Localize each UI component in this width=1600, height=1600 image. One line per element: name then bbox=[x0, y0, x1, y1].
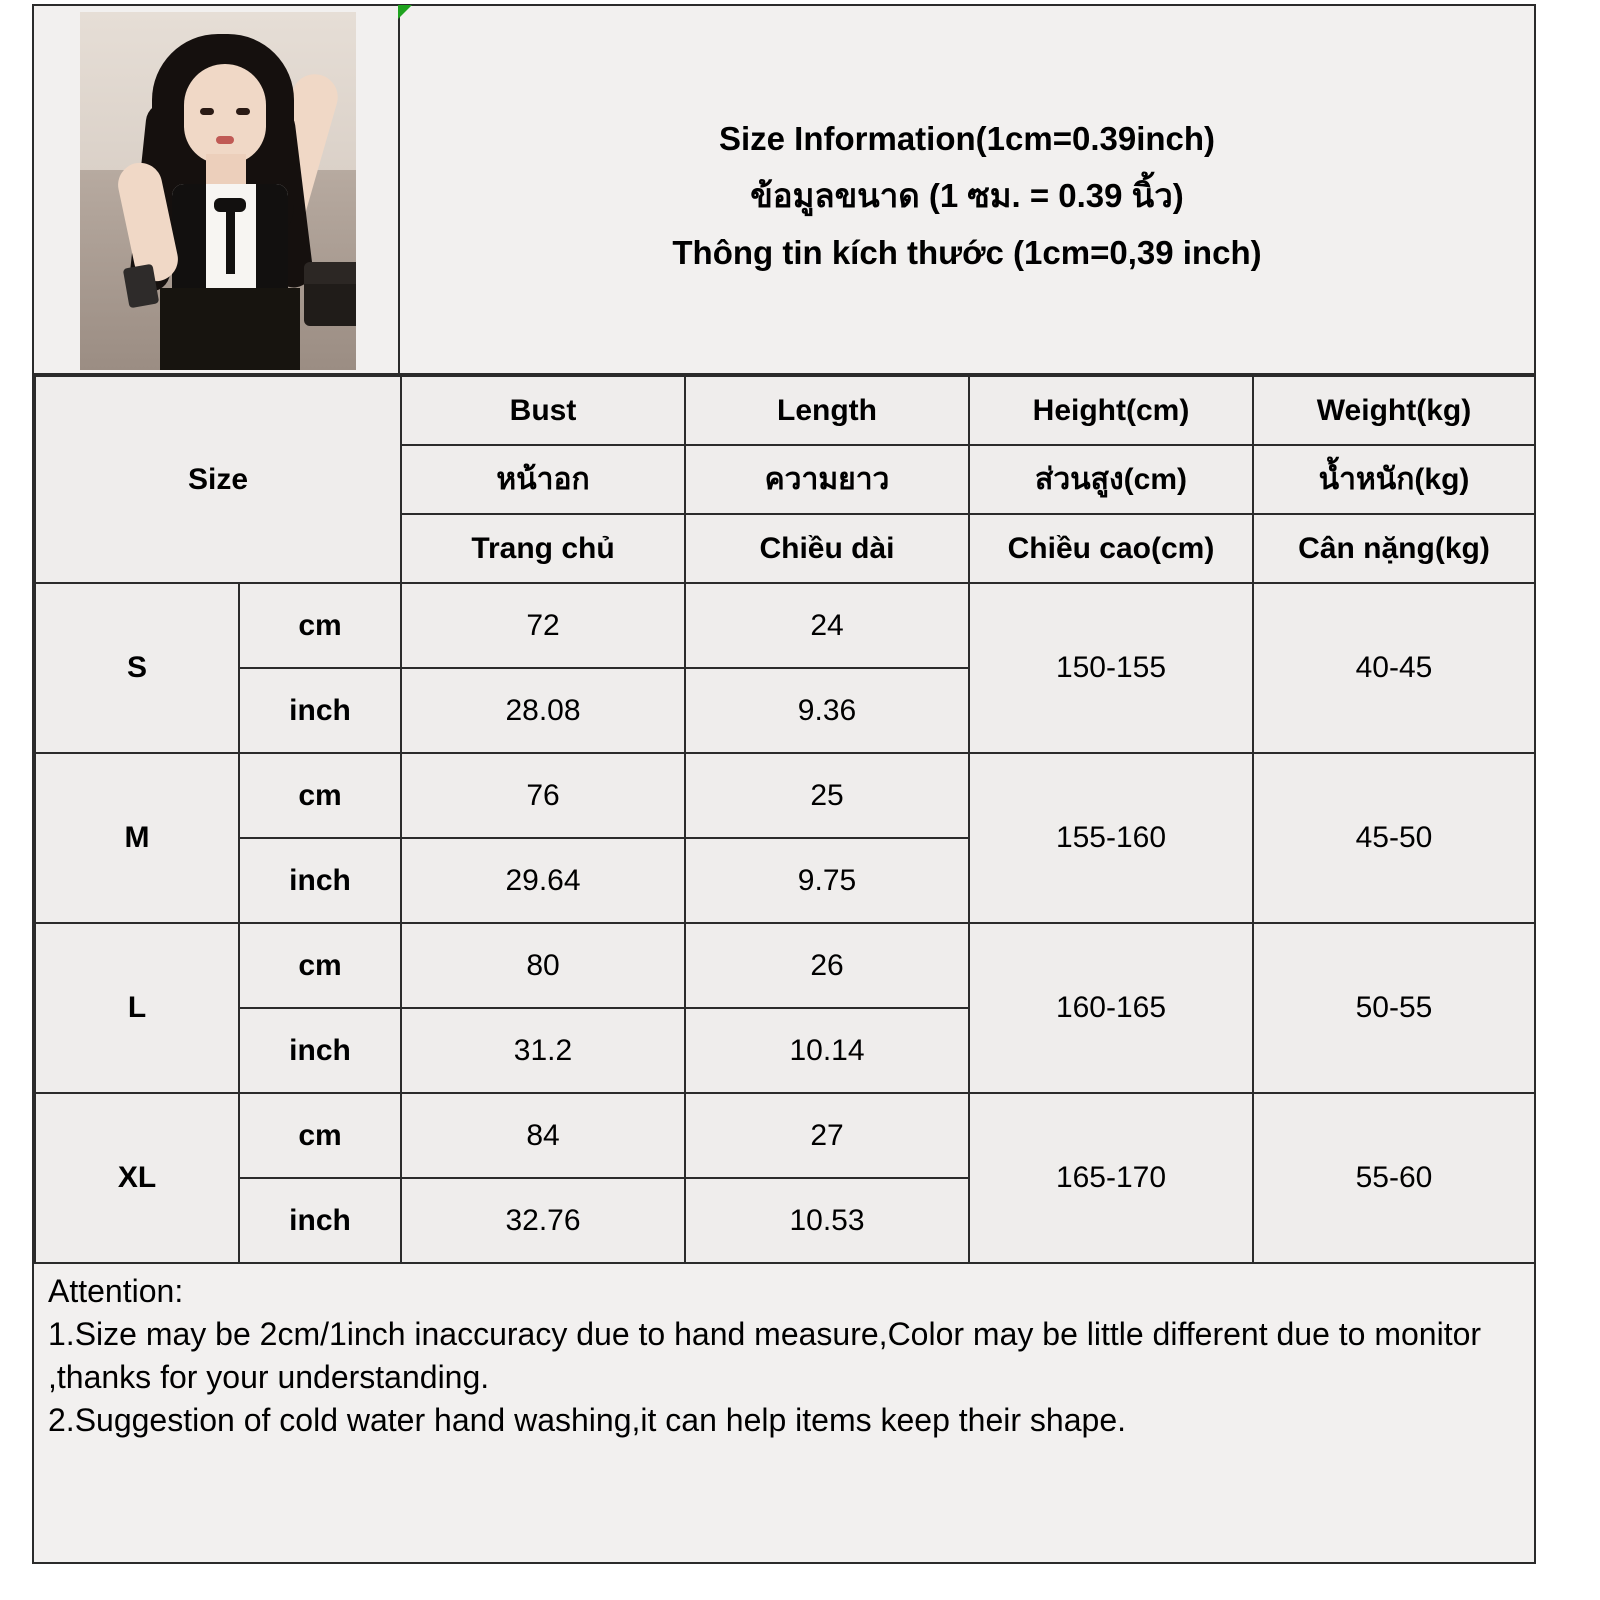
row-size-label: L bbox=[35, 923, 239, 1093]
cell-bust-cm: 72 bbox=[401, 583, 685, 668]
col-header-height-en: Height(cm) bbox=[969, 376, 1253, 445]
row-size-label: M bbox=[35, 753, 239, 923]
row-size-label: XL bbox=[35, 1093, 239, 1263]
attention-heading: Attention: bbox=[48, 1273, 184, 1309]
cell-height-range: 150-155 bbox=[969, 583, 1253, 753]
col-header-bust-vi: Trang chủ bbox=[401, 514, 685, 583]
col-header-length-vi: Chiều dài bbox=[685, 514, 969, 583]
title-line-vi: Thông tin kích thước (1cm=0,39 inch) bbox=[672, 233, 1262, 271]
cell-length-cm: 24 bbox=[685, 583, 969, 668]
model-photo bbox=[80, 12, 356, 370]
title-line-th: ข้อมูลขนาด (1 ซม. = 0.39 นิ้ว) bbox=[750, 177, 1184, 215]
size-header-cell: Size bbox=[35, 376, 401, 583]
photo-handbag-flap bbox=[304, 262, 356, 284]
cell-length-inch: 9.75 bbox=[685, 838, 969, 923]
header-band bbox=[34, 6, 1534, 375]
attention-line-1: 1.Size may be 2cm/1inch inaccuracy due to hand measure,Color may be little different due to monitor ,thanks for your understanding. bbox=[48, 1315, 1490, 1395]
table-row bbox=[35, 923, 1535, 1008]
cell-length-inch: 10.53 bbox=[685, 1178, 969, 1263]
col-header-length-th: ความยาว bbox=[685, 445, 969, 514]
attention-line-2: 2.Suggestion of cold water hand washing,it can help items keep their shape. bbox=[48, 1401, 1126, 1438]
title-line-en: Size Information(1cm=0.39inch) bbox=[718, 120, 1216, 158]
photo-face bbox=[184, 64, 266, 164]
col-header-height-vi: Chiều cao(cm) bbox=[969, 514, 1253, 583]
cell-bust-inch: 31.2 bbox=[401, 1008, 685, 1093]
cell-length-inch: 9.36 bbox=[685, 668, 969, 753]
photo-lips bbox=[216, 136, 234, 144]
table-row bbox=[35, 753, 1535, 838]
col-header-length-en: Length bbox=[685, 376, 969, 445]
title-cell bbox=[400, 6, 1534, 373]
attention-block bbox=[34, 1264, 1534, 1442]
photo-eye-left bbox=[200, 108, 214, 115]
product-photo-cell bbox=[34, 6, 400, 373]
row-size-label: S bbox=[35, 583, 239, 753]
photo-bow-tail bbox=[226, 210, 235, 274]
cell-length-cm: 25 bbox=[685, 753, 969, 838]
row-unit-cm: cm bbox=[239, 583, 401, 668]
col-header-weight-th: น้ำหนัก(kg) bbox=[1253, 445, 1535, 514]
row-unit-cm: cm bbox=[239, 1093, 401, 1178]
cell-weight-range: 45-50 bbox=[1253, 753, 1535, 923]
cell-bust-inch: 32.76 bbox=[401, 1178, 685, 1263]
col-header-bust-th: หน้าอก bbox=[401, 445, 685, 514]
row-unit-inch: inch bbox=[239, 1008, 401, 1093]
photo-neck bbox=[206, 154, 246, 188]
cell-bust-inch: 29.64 bbox=[401, 838, 685, 923]
cell-bust-inch: 28.08 bbox=[401, 668, 685, 753]
cell-bust-cm: 80 bbox=[401, 923, 685, 1008]
table-row bbox=[35, 1093, 1535, 1178]
size-measurement-table bbox=[34, 375, 1536, 1264]
cell-height-range: 160-165 bbox=[969, 923, 1253, 1093]
col-header-weight-vi: Cân nặng(kg) bbox=[1253, 514, 1535, 583]
cell-bust-cm: 84 bbox=[401, 1093, 685, 1178]
chart-frame bbox=[32, 4, 1536, 1564]
col-header-bust-en: Bust bbox=[401, 376, 685, 445]
photo-top-black-left bbox=[172, 184, 206, 292]
row-unit-inch: inch bbox=[239, 1178, 401, 1263]
cell-weight-range: 50-55 bbox=[1253, 923, 1535, 1093]
cell-height-range: 155-160 bbox=[969, 753, 1253, 923]
cell-bust-cm: 76 bbox=[401, 753, 685, 838]
row-unit-inch: inch bbox=[239, 838, 401, 923]
col-header-weight-en: Weight(kg) bbox=[1253, 376, 1535, 445]
row-unit-cm: cm bbox=[239, 753, 401, 838]
green-corner-marker-icon bbox=[398, 5, 412, 19]
row-unit-inch: inch bbox=[239, 668, 401, 753]
col-header-height-th: ส่วนสูง(cm) bbox=[969, 445, 1253, 514]
photo-eye-right bbox=[236, 108, 250, 115]
cell-length-cm: 27 bbox=[685, 1093, 969, 1178]
table-row bbox=[35, 583, 1535, 668]
cell-weight-range: 40-45 bbox=[1253, 583, 1535, 753]
photo-top-black-right bbox=[256, 184, 288, 292]
table-header-row-en bbox=[35, 376, 1535, 445]
cell-weight-range: 55-60 bbox=[1253, 1093, 1535, 1263]
cell-length-inch: 10.14 bbox=[685, 1008, 969, 1093]
row-unit-cm: cm bbox=[239, 923, 401, 1008]
photo-shorts bbox=[160, 288, 300, 370]
cell-length-cm: 26 bbox=[685, 923, 969, 1008]
cell-height-range: 165-170 bbox=[969, 1093, 1253, 1263]
